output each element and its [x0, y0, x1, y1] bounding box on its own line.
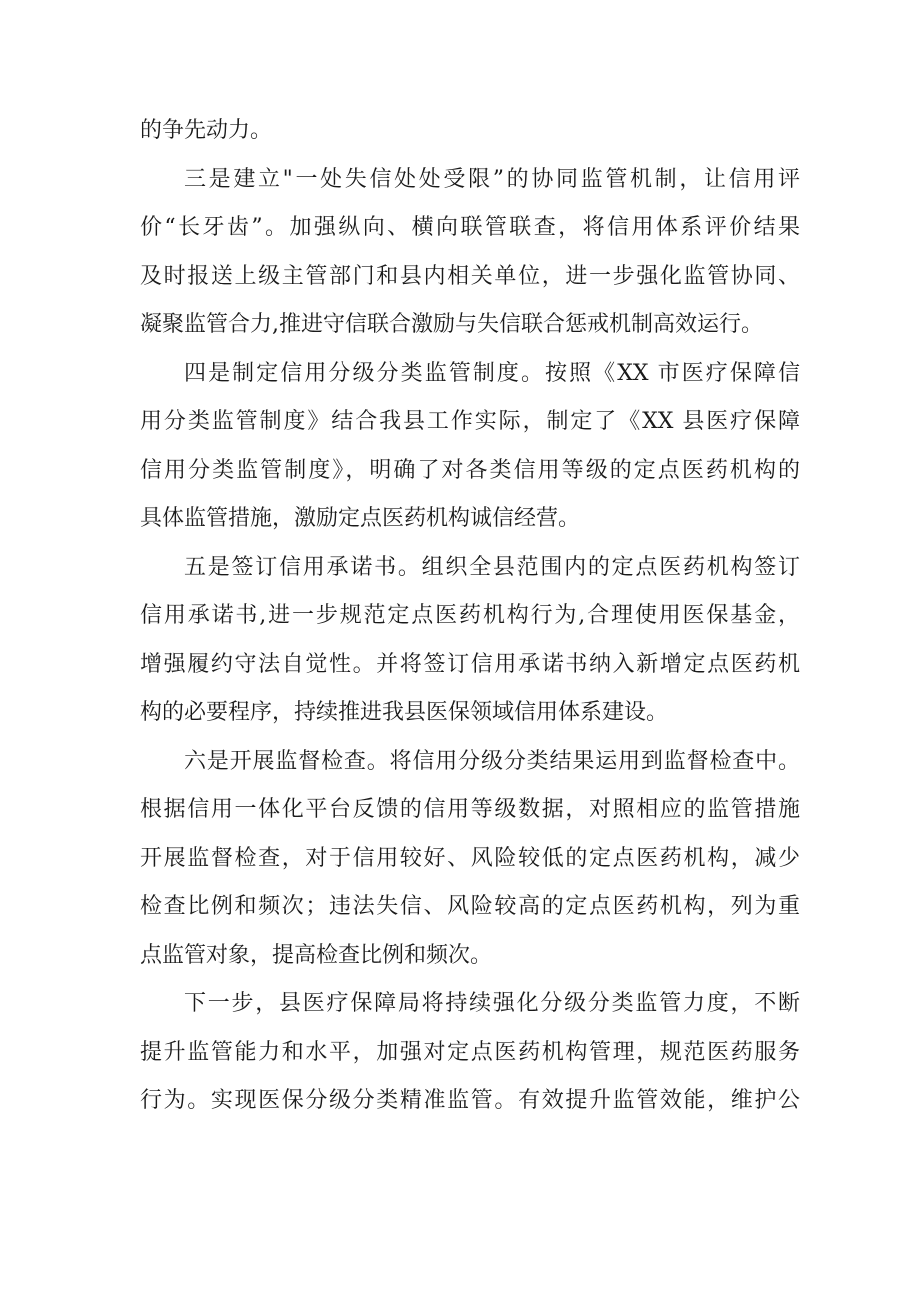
text-line: 及时报送上级主管部门和县内相关单位，进一步强化监管协同、 — [140, 263, 800, 289]
paragraph-continuation — [140, 107, 800, 156]
text-line: 构的必要程序，持续推进我县医保领域信用体系建设。 — [140, 700, 669, 725]
text-line: 检查比例和频次；违法失信、风险较高的定点医药机构，列为重 — [140, 894, 800, 919]
text-line: 三是建立"一处失信处处受限”的协同监管机制，让信用评 — [184, 166, 800, 192]
text-line: 具体监管措施，激励定点医药机构诚信经营。 — [140, 506, 581, 531]
text-line: 的争先动力。 — [140, 118, 273, 143]
text-line: 信用承诺书,进一步规范定点医药机构行为,合理使用医保基金， — [140, 603, 800, 628]
text-line: 增强履约守法自觉性。并将签订信用承诺书纳入新增定点医药机 — [140, 651, 800, 677]
text-line: 用分类监管制度》结合我县工作实际，制定了《XX 县医疗保障 — [140, 409, 800, 434]
paragraph-third-point — [140, 156, 800, 350]
document-body — [140, 107, 800, 1126]
text-line: 五是签订信用承诺书。组织全县范围内的定点医药机构签订 — [184, 554, 800, 580]
text-line: 提升监管能力和水平，加强对定点医药机构管理，规范医药服务 — [140, 1039, 800, 1065]
paragraph-fourth-point — [140, 350, 800, 544]
text-line: 下一步，县医疗保障局将持续强化分级分类监管力度，不断 — [184, 991, 800, 1016]
paragraph-sixth-point — [140, 738, 800, 981]
text-line: 开展监督检查，对于信用较好、风险较低的定点医药机构，减少 — [140, 845, 800, 871]
paragraph-fifth-point — [140, 544, 800, 738]
text-line: 行为。实现医保分级分类精准监管。有效提升监管效能，维护公 — [140, 1088, 800, 1113]
paragraph-next-steps — [140, 980, 800, 1126]
text-line: 根据信用一体化平台反馈的信用等级数据，对照相应的监管措施 — [140, 797, 800, 822]
text-line: 价“长牙齿”。加强纵向、横向联管联查，将信用体系评价结果 — [140, 215, 800, 240]
text-line: 六是开展监督检查。将信用分级分类结果运用到监督检查中。 — [184, 748, 800, 774]
text-line: 四是制定信用分级分类监管制度。按照《XX 市医疗保障信 — [184, 360, 800, 386]
text-line: 信用分类监管制度》，明确了对各类信用等级的定点医药机构的 — [140, 457, 800, 483]
text-line: 点监管对象，提高检查比例和频次。 — [140, 942, 493, 968]
text-line: 凝聚监管合力,推进守信联合激励与失信联合惩戒机制高效运行。 — [140, 312, 763, 337]
